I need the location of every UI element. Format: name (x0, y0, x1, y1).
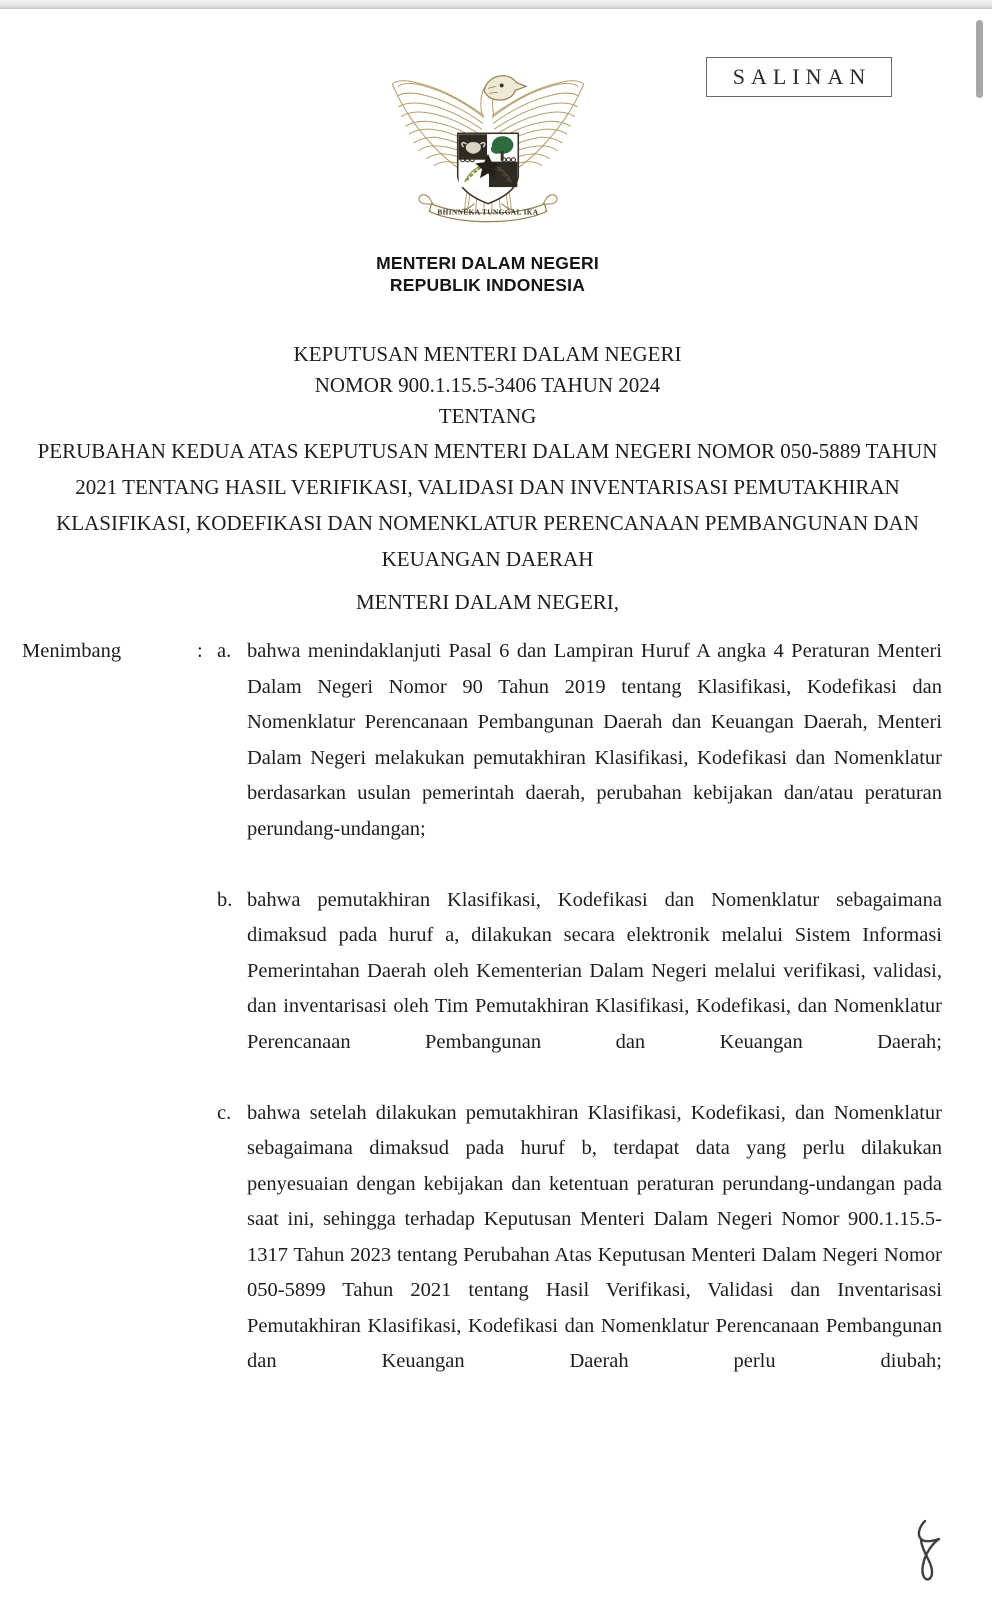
letterhead-line-1: MENTERI DALAM NEGERI (376, 253, 599, 273)
clause-text: bahwa menindaklanjuti Pasal 6 dan Lampiran Huruf A angka 4 Peraturan Menteri Dalam Negeri Nomor 90 Tahun 2019 tentang Klasifikasi, Kodefikasi dan Nomenklatur Perencanaan Pembangunan Daerah dan Keuangan Daerah, Menteri Dalam Negeri melakukan pemutakhiran Klasifikasi, Kodefikasi dan Nomenklatur berdasarkan usulan pemerintah daerah, perubahan kebijakan dan/atau peraturan perundang-undangan; (247, 640, 942, 840)
considering-clause (217, 1096, 942, 1416)
handwritten-paraph (895, 1509, 955, 1589)
decree-heading-line-1: KEPUTUSAN MENTERI DALAM NEGERI (293, 342, 682, 366)
decree-tentang-label: TENTANG (438, 404, 537, 428)
clause-marker: b. (217, 888, 233, 911)
clause-text: bahwa setelah dilakukan pemutakhiran Klasifikasi, Kodefikasi, dan Nomenklatur sebagaimana dimaksud pada huruf b, terdapat data yang perlu dilakukan penyesuaian dengan kebijakan dan ketentuan peraturan perundang-undangan pada saat ini, sehingga terhadap Keputusan Menteri Dalam Negeri Nomor 900.1.15.5-1317 Tahun 2023 tentang Perubahan Atas Keputusan Menteri Dalam Negeri Nomor 050-5899 Tahun 2021 tentang Hasil Verifikasi, Validasi dan Inventarisasi Pemutakhiran Klasifikasi, Kodefikasi dan Nomenklatur Perencanaan Pembangunan dan Keuangan Daerah perlu diubah; (247, 1101, 942, 1372)
considering-clause-list (217, 634, 942, 1415)
letterhead (0, 252, 975, 296)
decree-title: PERUBAHAN KEDUA ATAS KEPUTUSAN MENTERI DALAM NEGERI NOMOR 050-5889 TAHUN 2021 TENTANG HASIL VERIFIKASI, VALIDASI DAN INVENTARISASI PEMUTAKHIRAN KLASIFIKASI, KODEFIKASI DAN NOMENKLATUR PERENCANAAN PEMBANGUNAN DAN KEUANGAN DAERAH (37, 439, 938, 571)
vertical-scrollbar-thumb[interactable] (976, 20, 983, 98)
motto-text: BHINNEKA TUNGGAL IKA (436, 207, 539, 217)
decree-heading (0, 339, 975, 432)
viewer-top-edge (0, 0, 992, 9)
clause-text: bahwa pemutakhiran Klasifikasi, Kodefikasi dan Nomenklatur sebagaimana dimaksud pada huruf a, dilakukan secara elektronik melalui Sistem Informasi Pemerintahan Daerah oleh Kementerian Dalam Negeri melalui verifikasi, validasi, dan inventarisasi oleh Tim Pemutakhiran Klasifikasi, Kodefikasi, dan Nomenklatur Perencanaan Pembangunan dan Keuangan Daerah; (247, 888, 942, 1053)
considering-clause (217, 634, 942, 883)
clause-marker: a. (217, 640, 232, 662)
decree-number: NOMOR 900.1.15.5-3406 TAHUN 2024 (314, 373, 661, 397)
clause-marker: c. (217, 1101, 232, 1124)
letterhead-line-2: REPUBLIK INDONESIA (389, 275, 586, 295)
considering-colon: : (197, 640, 203, 662)
garuda-pancasila-emblem (390, 61, 586, 233)
emblem-container (0, 61, 975, 238)
document-page (0, 9, 975, 1600)
considering-label: Menimbang (22, 640, 122, 662)
considering-section (22, 634, 942, 1415)
vertical-scrollbar-track[interactable] (975, 9, 992, 1600)
considering-clause (217, 883, 942, 1096)
salinan-stamp-label: SALINAN (732, 64, 872, 89)
considering-row (22, 634, 942, 1415)
decree-addressee: MENTERI DALAM NEGERI, (355, 590, 620, 614)
